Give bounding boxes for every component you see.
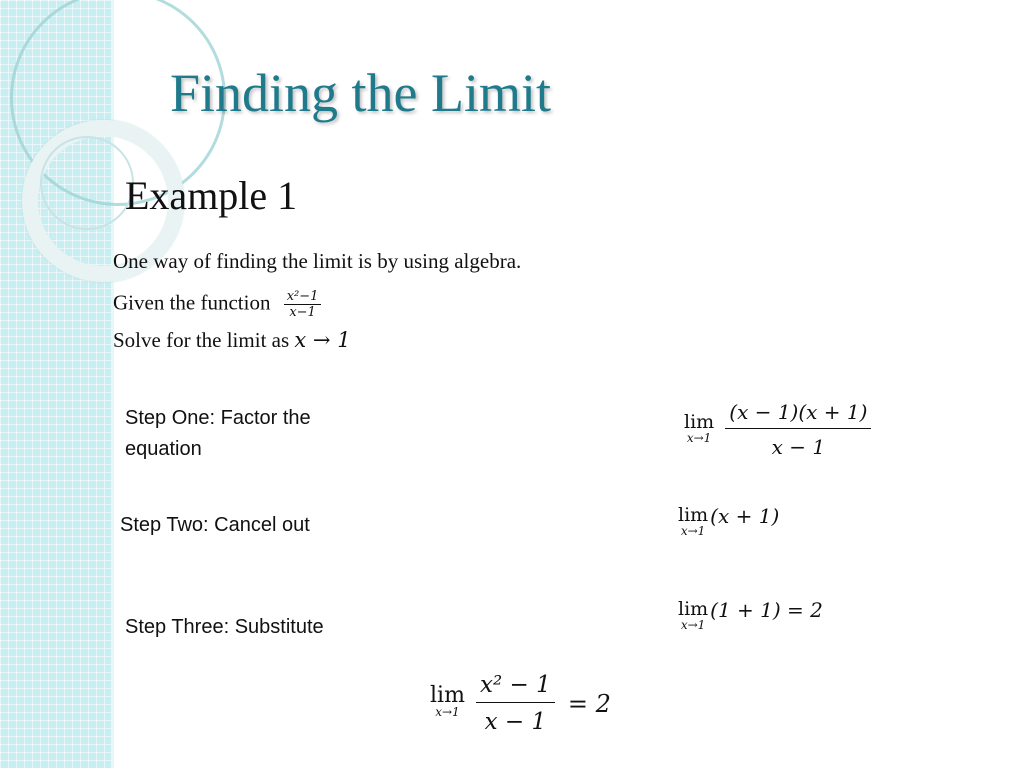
- given-function-line: [113, 289, 321, 320]
- step-one-equation: [684, 400, 871, 459]
- fraction-numerator: (x − 1)(x + 1): [725, 400, 871, 429]
- fraction-denominator: x − 1: [771, 435, 826, 459]
- fraction-denominator: x−1: [289, 305, 316, 320]
- given-label: Given the function: [113, 290, 271, 315]
- limit-operator: lim x→1: [678, 504, 709, 538]
- final-fraction: [476, 672, 555, 735]
- limit-expression: (x + 1): [710, 504, 780, 528]
- decorative-ring: [40, 136, 134, 230]
- final-equation: [430, 672, 611, 735]
- fraction-numerator: x²−1: [284, 289, 322, 305]
- factored-fraction: [725, 400, 871, 459]
- step-three-label: Step Three: Substitute: [125, 616, 324, 638]
- given-fraction: [284, 289, 322, 320]
- limit-operator: lim x→1: [684, 410, 715, 445]
- step-one-label: Step One: Factor the equation: [125, 407, 311, 460]
- step-two-equation: [678, 504, 780, 539]
- solve-line: [113, 328, 351, 353]
- step-three-equation: [678, 598, 823, 633]
- fraction-numerator: x² − 1: [476, 672, 555, 703]
- final-result: = 2: [567, 689, 611, 718]
- limit-operator: lim x→1: [430, 682, 465, 719]
- solve-math: x → 1: [294, 328, 351, 352]
- limit-expression: (1 + 1) = 2: [710, 598, 823, 622]
- slide-title: Finding the Limit: [170, 63, 552, 123]
- limit-operator: lim x→1: [678, 598, 709, 632]
- slide-subtitle: Example 1: [125, 173, 298, 218]
- solve-label: Solve for the limit as: [113, 328, 290, 352]
- step-two-label: Step Two: Cancel out: [120, 514, 310, 536]
- fraction-denominator: x − 1: [484, 709, 547, 735]
- intro-text: One way of finding the limit is by using algebra.: [113, 249, 522, 273]
